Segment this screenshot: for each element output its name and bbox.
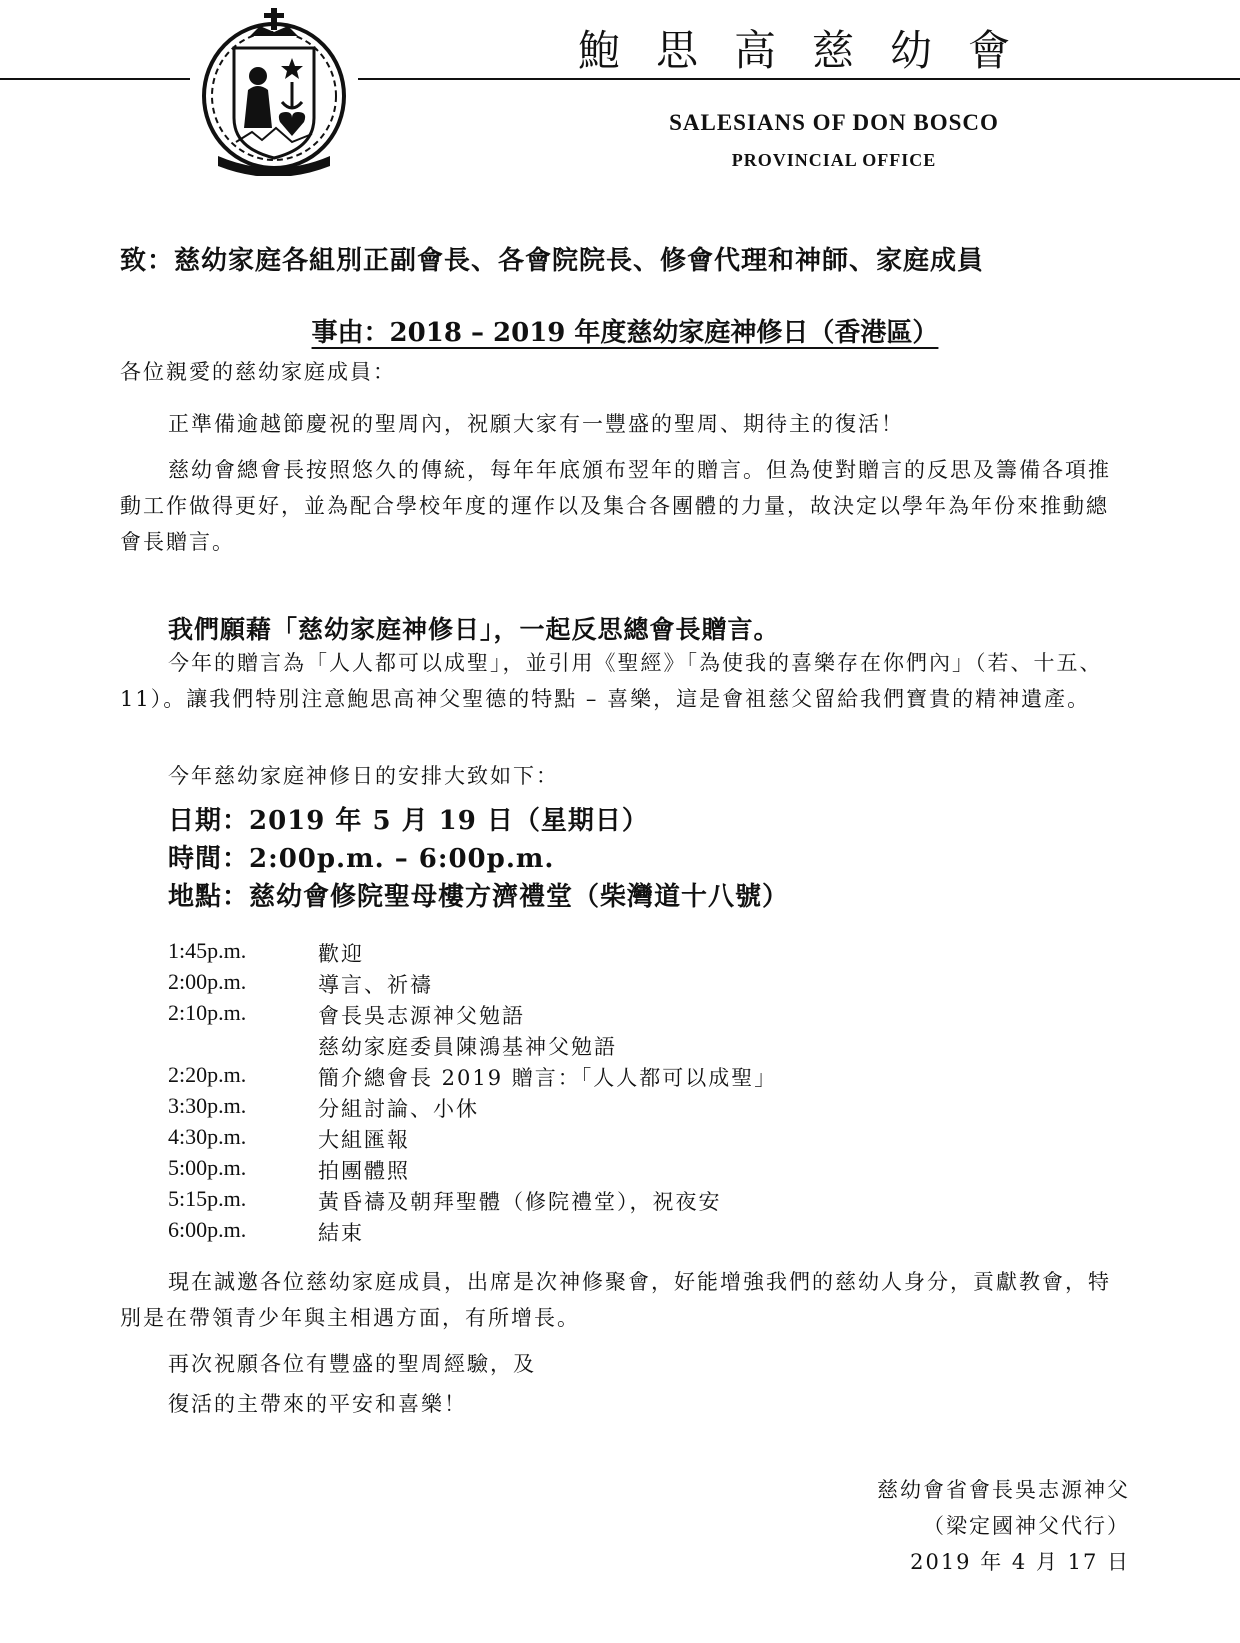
- schedule-time: 4:30p.m.: [168, 1124, 247, 1149]
- header-rule-right: [358, 78, 1240, 80]
- event-date: 日期：2019 年 5 月 19 日（星期日）: [168, 806, 649, 836]
- schedule-activity: 拍團體照: [318, 1159, 410, 1183]
- office-name: PROVINCIAL OFFICE: [731, 150, 937, 170]
- schedule-row: [168, 938, 1068, 969]
- schedule-activity: 結束: [318, 1221, 364, 1245]
- schedule-row: [168, 1124, 1068, 1155]
- closing-wish-2: 復活的主帶來的平安和喜樂！: [168, 1392, 467, 1416]
- paragraph-theme: 今年的贈言為「人人都可以成聖」，並引用《聖經》「為使我的喜樂存在你們內」（若、十五、11）。讓我們特別注意鮑思高神父聖德的特點 – 喜樂，這是會祖慈父留給我們寶貴的精神遺產。: [120, 651, 1103, 711]
- schedule-row: [168, 1000, 1068, 1031]
- schedule-time: 5:00p.m.: [168, 1155, 247, 1180]
- schedule-activity: 黃昏禱及朝拜聖體（修院禮堂），祝夜安: [318, 1190, 722, 1214]
- paragraph-arrangement: 今年慈幼家庭神修日的安排大致如下：: [168, 764, 559, 788]
- schedule-time: 3:30p.m.: [168, 1093, 247, 1118]
- schedule-time: 1:45p.m.: [168, 938, 247, 963]
- letter-subject: [120, 312, 1130, 349]
- schedule-time: 5:15p.m.: [168, 1186, 247, 1211]
- event-time: 時間：2:00p.m. – 6:00p.m.: [168, 844, 555, 874]
- schedule-activity: 會長吳志源神父勉語: [318, 1004, 525, 1028]
- schedule-time: 2:20p.m.: [168, 1062, 247, 1087]
- schedule-row: [168, 1217, 1068, 1248]
- schedule-activity: 歡迎: [318, 942, 364, 966]
- paragraph-tradition: 慈幼會總會長按照悠久的傳統，每年年底頒布翌年的贈言。但為使對贈言的反思及籌備各項推動工作做得更好，並為配合學校年度的運作以及集合各團體的力量，故決定以學年為年份來推動總會長贈言。: [120, 458, 1111, 554]
- schedule-time: 2:10p.m.: [168, 1000, 247, 1025]
- closing-wish-1: 再次祝願各位有豐盛的聖周經驗，及: [168, 1352, 536, 1376]
- schedule-activity: 分組討論、小休: [318, 1097, 479, 1121]
- schedule-time: 6:00p.m.: [168, 1217, 247, 1242]
- signature-name: 慈幼會省會長吳志源神父: [877, 1478, 1130, 1502]
- schedule-activity: 簡介總會長 2019 贈言：「人人都可以成聖」: [318, 1066, 778, 1090]
- schedule-row: [168, 969, 1068, 1000]
- org-name-english: SALESIANS OF DON BOSCO: [669, 110, 999, 135]
- schedule-row: [168, 1093, 1068, 1124]
- schedule-activity: 導言、祈禱: [318, 973, 433, 997]
- letter-subject-text: 事由：2018 – 2019 年度慈幼家庭神修日（香港區）: [311, 318, 939, 348]
- schedule-activity: 大組匯報: [318, 1128, 410, 1152]
- schedule-row: [168, 1186, 1068, 1217]
- schedule-row: [168, 1062, 1068, 1093]
- schedule-row: [168, 1155, 1068, 1186]
- paragraph-greeting: 正準備逾越節慶祝的聖周內，祝願大家有一豐盛的聖周、期待主的復活！: [168, 412, 904, 436]
- letter-recipients: 致：慈幼家庭各組別正副會長、各會院院長、修會代理和神師、家庭成員: [120, 246, 985, 276]
- schedule-activity: 慈幼家庭委員陳鴻基神父勉語: [318, 1035, 617, 1059]
- signature-date: 2019 年 4 月 17 日: [910, 1550, 1130, 1574]
- schedule-time: 2:00p.m.: [168, 969, 247, 994]
- paragraph-invitation: 現在誠邀各位慈幼家庭成員，出席是次神修聚會，好能增強我們的慈幼人身分，貢獻教會，特別是在帶領青少年與主相遇方面，有所增長。: [120, 1270, 1111, 1330]
- header-rule-left: [0, 78, 190, 80]
- event-venue: 地點：慈幼會修院聖母樓方濟禮堂（柴灣道十八號）: [168, 882, 790, 912]
- crest-emblem-icon: [200, 8, 348, 176]
- org-name-chinese: 鮑思高慈幼會: [578, 26, 1047, 75]
- highlight-statement: 我們願藉「慈幼家庭神修日」，一起反思總會長贈言。: [168, 615, 780, 644]
- schedule-row: [168, 1031, 1068, 1062]
- salutation: 各位親愛的慈幼家庭成員：: [120, 360, 396, 384]
- signature-proxy: （梁定國神父代行）: [923, 1514, 1130, 1538]
